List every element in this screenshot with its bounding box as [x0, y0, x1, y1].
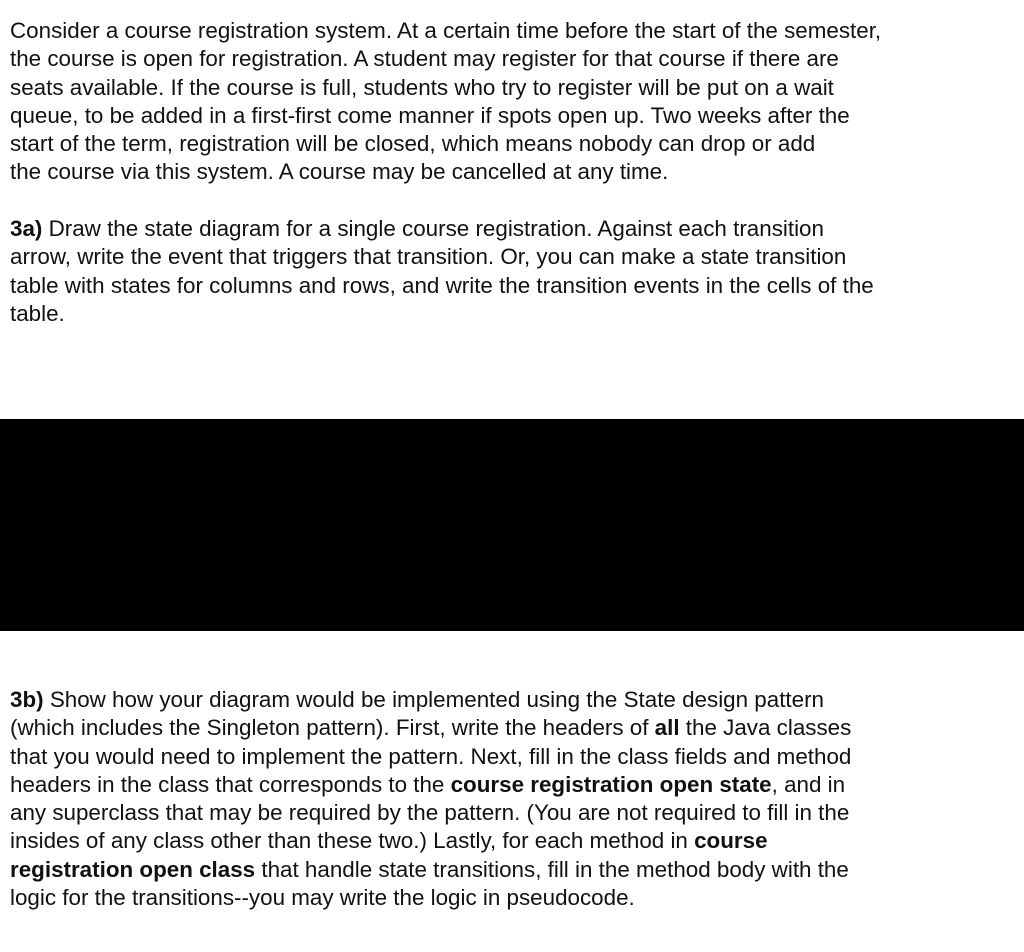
intro-line: queue, to be added in a first-first come manner if spots open up. Two weeks after the	[10, 102, 850, 128]
intro-line: the course via this system. A course may be cancelled at any time.	[10, 159, 669, 185]
question-3b-text: , and in	[771, 771, 846, 797]
question-3b-text: that handle state transitions, fill in the method body with the	[255, 856, 849, 882]
question-3b-line	[10, 714, 1000, 742]
question-3a-line: table with states for columns and rows, and write the transition events in the cells of the	[10, 272, 874, 298]
question-3b-line	[10, 827, 1000, 855]
question-3b-line	[10, 856, 1000, 884]
problem-intro	[10, 17, 1000, 187]
question-3b-line: logic for the transitions--you may write the logic in pseudocode.	[10, 885, 635, 911]
redacted-answer-area	[0, 419, 1024, 631]
question-3b-line	[10, 686, 1000, 714]
question-3a-line: table.	[10, 300, 65, 326]
intro-line: start of the term, registration will be closed, which means nobody can drop or add	[10, 131, 816, 157]
question-3b-text: insides of any class other than these two.) Lastly, for each method in	[10, 828, 695, 854]
question-3b-line: any superclass that may be required by the pattern. (You are not required to fill in the	[10, 800, 850, 826]
question-3a-label: 3a)	[10, 216, 43, 241]
emphasis-open-class: registration open class	[10, 856, 256, 882]
intro-line: Consider a course registration system. At a certain time before the start of the semester,	[10, 18, 882, 43]
intro-line: the course is open for registration. A student may register for that course if there are	[10, 46, 839, 72]
question-3b-text: headers in the class that corresponds to the	[10, 771, 451, 797]
question-3b-line	[10, 771, 1000, 799]
question-3b-text: Show how your diagram would be implemented using the State design pattern	[43, 687, 824, 712]
question-3a-text: Draw the state diagram for a single course registration. Against each transition	[42, 216, 824, 241]
emphasis-all: all	[654, 715, 680, 741]
question-3b-text: the Java classes	[679, 715, 852, 741]
question-3a-line: arrow, write the event that triggers that transition. Or, you can make a state transition	[10, 244, 847, 270]
question-3b-text: (which includes the Singleton pattern). First, write the headers of	[10, 715, 655, 741]
emphasis-course: course	[694, 828, 768, 854]
emphasis-open-state: course registration open state	[450, 771, 772, 797]
question-3a-line	[10, 215, 1000, 243]
question-3a	[10, 215, 1000, 328]
intro-line: seats available. If the course is full, students who try to register will be put on a wait	[10, 74, 834, 100]
question-3b	[10, 686, 1000, 912]
question-3b-label: 3b)	[10, 687, 44, 712]
question-3b-line: that you would need to implement the pattern. Next, fill in the class fields and method	[10, 743, 852, 769]
